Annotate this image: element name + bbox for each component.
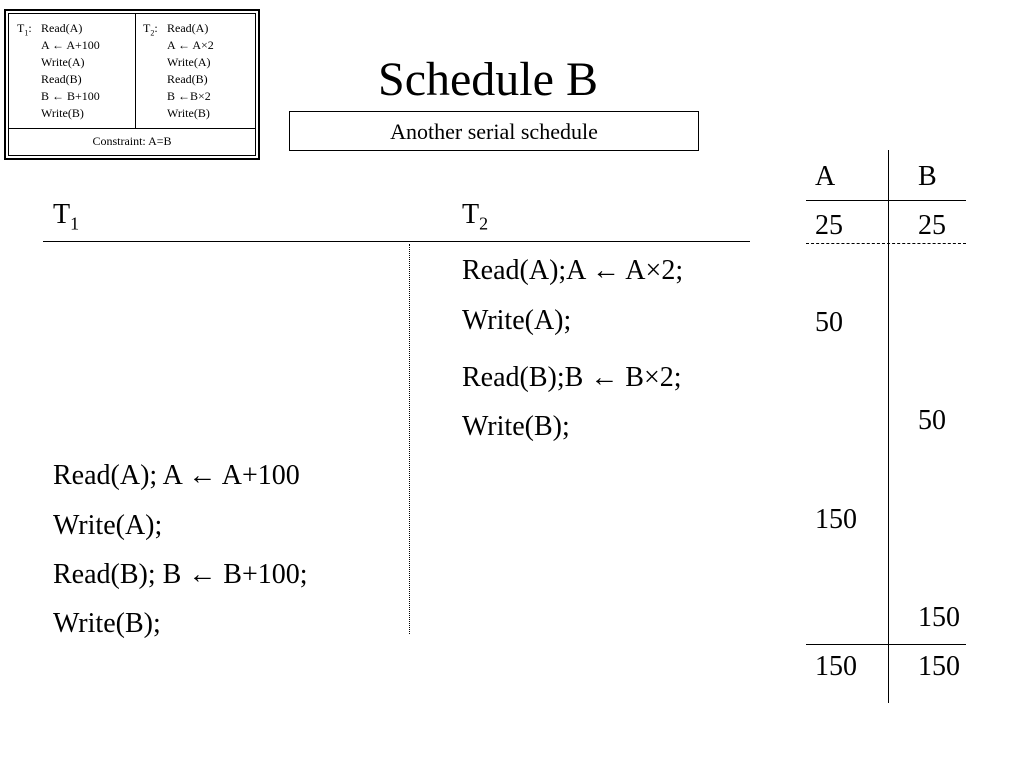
t1-operation: Write(B); — [53, 608, 161, 639]
reference-constraint-divider — [9, 128, 255, 129]
value-a-after-t1: 150 — [815, 504, 857, 535]
t1-operation: Read(A); A ← A+100 — [53, 460, 300, 491]
reference-t2-line: A ← A×2 — [167, 38, 214, 52]
values-header-a: A — [815, 161, 836, 192]
value-b-final: 150 — [918, 651, 960, 682]
reference-t1-column — [17, 20, 100, 122]
t1-operation: Read(B); B ← B+100; — [53, 559, 308, 590]
reference-t2-line: Write(A) — [167, 55, 211, 69]
reference-t2-line: $T_2$: Read(A) — [143, 20, 214, 37]
schedule-column-divider — [409, 244, 410, 634]
reference-box-inner — [8, 13, 256, 156]
reference-t1-line: Write(A) — [41, 55, 85, 69]
value-b-initial: 25 — [918, 210, 946, 241]
t2-operation: Read(A);A ← A×2; — [462, 255, 684, 286]
reference-t1-line: B ← B+100 — [41, 89, 100, 103]
value-b-after-t1: 150 — [918, 602, 960, 633]
reference-constraint: Constraint: A=B — [92, 134, 172, 148]
reference-t1-line: Read(B) — [41, 72, 82, 86]
t2-column-header: $T_2$ — [462, 199, 489, 234]
value-b-after-t2: 50 — [918, 405, 946, 436]
value-a-initial: 25 — [815, 210, 843, 241]
reference-t2-line: B ←B×2 — [167, 89, 211, 103]
reference-t2-label: $T_2$: — [143, 21, 158, 38]
t2-operation: Write(A); — [462, 305, 572, 336]
reference-t2-line: Write(B) — [167, 106, 210, 120]
t1-column-header: $T_1$ — [53, 199, 80, 234]
reference-t1-line: A ← A+100 — [41, 38, 100, 52]
reference-box — [4, 9, 260, 160]
reference-t2-line: Read(B) — [167, 72, 208, 86]
values-initial-rule — [806, 243, 966, 244]
values-column-divider — [888, 150, 889, 703]
values-header-b: B — [918, 161, 937, 192]
reference-column-divider — [135, 14, 136, 128]
schedule-header-rule — [43, 241, 750, 242]
slide-title: Schedule B — [378, 53, 598, 106]
reference-t1-label: $T_1$: — [17, 21, 32, 38]
t2-operation: Read(B);B ← B×2; — [462, 362, 682, 393]
t1-operation: Write(A); — [53, 510, 163, 541]
value-a-final: 150 — [815, 651, 857, 682]
reference-t1-line: Write(B) — [41, 106, 84, 120]
t2-operation: Write(B); — [462, 411, 570, 442]
reference-t2-column — [143, 20, 214, 122]
slide-subtitle: Another serial schedule — [289, 111, 699, 151]
value-a-after-t2: 50 — [815, 307, 843, 338]
reference-t1-line: $T_1$: Read(A) — [17, 20, 100, 37]
values-header-rule — [806, 200, 966, 201]
values-final-rule — [806, 644, 966, 645]
